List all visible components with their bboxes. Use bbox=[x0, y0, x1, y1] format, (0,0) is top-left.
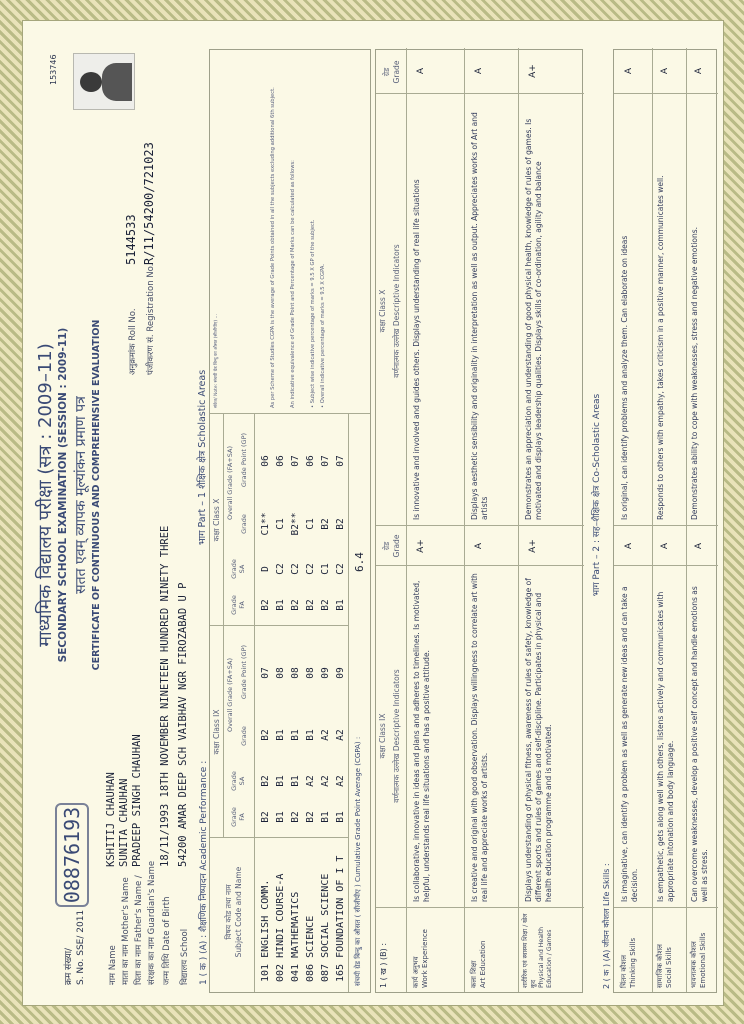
c10-sa-header: Grade SA bbox=[230, 559, 246, 579]
registration-number: R/11/54200/721023 bbox=[142, 142, 156, 265]
coscholastic-1b-table bbox=[375, 49, 583, 993]
mother-name: SUNITA CHAUHAN bbox=[118, 778, 130, 867]
grade-point-cell: 07 bbox=[335, 455, 346, 467]
note-5: • Overall indicative percentage of marks = 9.5 X CGPA. bbox=[320, 264, 326, 408]
school-label: विद्यालय School bbox=[180, 928, 190, 985]
grade-class10: A bbox=[416, 67, 426, 75]
c9-grade-header: Grade bbox=[240, 726, 248, 746]
coscholastic-1b-label: 1 ( ख ) (B) : bbox=[379, 942, 388, 988]
grade-cell: B2 bbox=[335, 518, 346, 530]
subject-row-6: 165 FOUNDATION OF I T bbox=[335, 855, 346, 982]
part2-heading: भाग Part – 2 : सह–शैक्षिक क्षेत्र Co-Scholastic Areas bbox=[592, 393, 602, 597]
ls-col-line-1 bbox=[614, 907, 718, 908]
photo-body bbox=[102, 63, 132, 101]
part1-heading: भाग Part – 1 शैक्षिक क्षेत्र Scholastic Areas bbox=[197, 369, 208, 545]
father-label: पिता का नाम Father's Name / bbox=[134, 875, 144, 985]
c9-gp-header: Grade Point (GP) bbox=[240, 644, 248, 700]
area-art-education: कला शिक्षा Art Education bbox=[470, 940, 487, 988]
subject-row-5: 087 SOCIAL SCIENCE bbox=[320, 873, 331, 982]
student-name: KSHITIJ CHAUHAN bbox=[105, 772, 117, 867]
cs-desc9-header: वर्णनात्मक उल्लेख Descriptive Indicators bbox=[392, 669, 401, 803]
class-header-line bbox=[223, 414, 224, 838]
class10-header: कक्षा Class X bbox=[212, 498, 221, 542]
col-line-2 bbox=[210, 625, 348, 626]
area-physical-education: शारीरिक एवं स्वास्थ्य शिक्षा / खेल कूद Physical and Health Education / Games bbox=[522, 913, 553, 988]
grade-cell: A2 bbox=[305, 775, 316, 787]
grade-cell: C2 bbox=[275, 563, 286, 575]
grade-point-cell: 06 bbox=[260, 455, 271, 467]
col-line-1 bbox=[210, 837, 348, 838]
grade-point-cell: 08 bbox=[290, 667, 301, 679]
roll-number: 5144533 bbox=[124, 214, 138, 265]
c9-overall-header: Overall Grade (FA+SA) bbox=[226, 658, 234, 732]
class9-header: कक्षा Class IX bbox=[212, 709, 221, 755]
grade-cell: B1 bbox=[290, 729, 301, 741]
subject-row-2: 002 HINDI COURSE-A bbox=[275, 873, 286, 982]
serial-label: क्रम संख्या/ S. No. SSE/ 2011 bbox=[64, 909, 86, 985]
grade-cell: B1 bbox=[320, 811, 331, 823]
descriptor-class10: Demonstrates an appreciation and understanding of good physical health, knowledge of rules of games. Is motivated and displays leadership qualities. Displays skills of co-ordination, agility and balance bbox=[524, 118, 543, 520]
grade-cell: A2 bbox=[335, 775, 346, 787]
grade-cell: A2 bbox=[320, 729, 331, 741]
grade-cell: B2** bbox=[290, 512, 301, 536]
grade-class10: A+ bbox=[528, 64, 538, 78]
c10-fa-header: Grade FA bbox=[230, 595, 246, 615]
title-hindi: माध्यमिक विद्यालय परीक्षा (सत्र : 2009–11) bbox=[35, 343, 56, 647]
descriptor-class9: Is empathetic, gets along well with others, listens actively and communicates with appropriate intonation and body language. bbox=[656, 591, 675, 902]
grade-cell: B2 bbox=[305, 811, 316, 823]
cs-row-line-2 bbox=[518, 48, 519, 992]
life-skills-table bbox=[613, 49, 717, 993]
grade-class9: A bbox=[624, 542, 634, 550]
subject-row-3: 041 MATHEMATICS bbox=[290, 891, 301, 982]
grade-cell: B1 bbox=[275, 729, 286, 741]
subtitle-english: CERTIFICATE OF CONTINUOUS AND COMPREHENSIVE EVALUATION bbox=[91, 319, 102, 671]
cs-grade10-header: ग्रेड Grade bbox=[382, 60, 401, 84]
grade-cell: B1 bbox=[335, 599, 346, 611]
grade-cell: B1 bbox=[305, 729, 316, 741]
cgpa-value: 6.4 bbox=[353, 552, 366, 572]
cs-grade9-header: ग्रेड Grade bbox=[382, 534, 401, 558]
cs-class9-header: कक्षा Class IX bbox=[378, 713, 387, 759]
grade-class10: A bbox=[660, 67, 670, 75]
grade-cell: B1 bbox=[275, 775, 286, 787]
grade-class9: A bbox=[694, 542, 704, 550]
grade-class9: A+ bbox=[528, 539, 538, 553]
cs-col-line-1 bbox=[376, 907, 584, 908]
descriptor-class9: Is imaginative, can identify a problem as well as generate new ideas and can take a decision. bbox=[620, 586, 639, 902]
cgpa-label: संचयी ग्रेड बिन्दु का औसत ( सीजीपीए ) Cumulative Grade Point Average (CGPA) : bbox=[354, 736, 362, 986]
life-skills-label: 2 ( क ) (A) जीवन कौशल Life Skills : bbox=[602, 863, 611, 989]
cs-class10-header: कक्षा Class X bbox=[378, 289, 387, 333]
grade-class10: A bbox=[474, 67, 484, 75]
grade-point-cell: 06 bbox=[305, 455, 316, 467]
grade-cell: B2 bbox=[260, 599, 271, 611]
grade-cell: A2 bbox=[335, 729, 346, 741]
descriptor-class9: Can overcome weaknesses, develop a positive self concept and handle emotions as well as stress. bbox=[690, 586, 709, 902]
title-english: SECONDARY SCHOOL EXAMINATION (SESSION : 2009-11) bbox=[57, 327, 69, 663]
grade-cell: B2 bbox=[260, 811, 271, 823]
c10-gp-header: Grade Point (GP) bbox=[240, 432, 248, 488]
mother-label: माता का नाम Mother's Name bbox=[121, 877, 131, 985]
area-social-skills: सामाजिक कौशल Social Skills bbox=[656, 944, 673, 988]
father-name: PRADEEP SINGH CHAUHAN bbox=[131, 734, 143, 867]
table-footer-line bbox=[348, 414, 349, 992]
note-1: संकेत/ Note: संचयी ग्रेड बिन्दु का औसत (सीजीपीए) ... bbox=[214, 314, 219, 408]
area-work-experience: कार्य अनुभव Work Experience bbox=[412, 929, 429, 988]
grade-cell: D bbox=[260, 566, 271, 572]
dob-label: जन्म तिथि Date of Birth bbox=[162, 896, 172, 985]
grade-cell: C1 bbox=[305, 518, 316, 530]
grade-point-cell: 07 bbox=[320, 455, 331, 467]
grade-point-cell: 09 bbox=[320, 667, 331, 679]
grade-class9: A bbox=[660, 542, 670, 550]
name-label: नाम Name bbox=[108, 945, 118, 985]
academic-performance-label: 1 ( क ) (A) : शैक्षणिक निष्पादन Academic Performance : bbox=[199, 760, 209, 985]
c10-grade-header: Grade bbox=[240, 514, 248, 534]
school-name: 54200 AMAR DEEP SCH VAIBHAV NGR FIROZABAD U P bbox=[177, 582, 189, 867]
date-of-birth: 18/11/1993 18TH NOVEMBER NINETEEN HUNDRED NINETY THREE bbox=[159, 525, 171, 867]
grade-point-cell: 08 bbox=[275, 667, 286, 679]
serial-number: 08876193 bbox=[60, 806, 84, 904]
certificate-content bbox=[23, 21, 723, 1005]
grade-cell: B1 bbox=[275, 811, 286, 823]
corner-number: 153746 bbox=[49, 54, 58, 85]
table-header-line bbox=[254, 414, 255, 992]
grade-cell: C2 bbox=[290, 563, 301, 575]
grade-cell: C2 bbox=[305, 563, 316, 575]
ls-row-line-1 bbox=[652, 48, 653, 992]
subject-header: विषय कोड तथा नाम Subject Code and Name bbox=[224, 866, 243, 958]
student-photo bbox=[73, 53, 135, 110]
descriptor-class10: Displays aesthetic sensibility and originality in interpretation as well as output. Appreciates works of Art and artists bbox=[470, 112, 489, 520]
guardian-label: संरक्षक का नाम Guardian's Name bbox=[147, 860, 157, 985]
grade-cell: C2 bbox=[335, 563, 346, 575]
roll-label: अनुक्रमांक Roll No. bbox=[128, 308, 138, 375]
grade-point-cell: 08 bbox=[305, 667, 316, 679]
descriptor-class10: Is original, can identify problems and analyze them. Can elaborate on ideas bbox=[620, 235, 629, 520]
registration-label: पंजीकरण सं. Registration No. bbox=[146, 263, 156, 375]
grade-cell: B1 bbox=[335, 811, 346, 823]
c10-overall-header: Overall Grade (FA+SA) bbox=[226, 446, 234, 520]
cs-row-line-1 bbox=[464, 48, 465, 992]
serial-box bbox=[55, 803, 89, 907]
descriptor-class9: Is creative and original with good observation. Displays willingness to correlate art with real life and appreciate works of artists. bbox=[470, 573, 489, 902]
grade-point-cell: 06 bbox=[275, 455, 286, 467]
grade-cell: C1 bbox=[275, 518, 286, 530]
cs-header-line bbox=[406, 48, 407, 992]
grade-class9: A bbox=[474, 542, 484, 550]
grade-cell: B2 bbox=[290, 811, 301, 823]
descriptor-class10: Responds to others with empathy, takes criticism in a positive manner, communicates well. bbox=[656, 175, 665, 520]
col-line-3 bbox=[210, 413, 370, 414]
grade-point-cell: 07 bbox=[260, 667, 271, 679]
grade-point-cell: 09 bbox=[335, 667, 346, 679]
c9-fa-header: Grade FA bbox=[230, 807, 246, 827]
ls-row-line-2 bbox=[686, 48, 687, 992]
grade-class10: A bbox=[624, 67, 634, 75]
grade-point-cell: 07 bbox=[290, 455, 301, 467]
note-2: As per Scheme of Studies CGPA is the average of Grade Points obtained in all the subjects excluding additional 6th subject. bbox=[270, 87, 276, 408]
grade-cell: B2 bbox=[260, 775, 271, 787]
grade-cell: C1 bbox=[320, 563, 331, 575]
area-thinking-skills: चिंतन कौशल Thinking Skills bbox=[620, 937, 637, 988]
subject-row-4: 086 SCIENCE bbox=[305, 915, 316, 982]
grade-cell: B2 bbox=[320, 518, 331, 530]
scholastic-table bbox=[209, 49, 371, 993]
descriptor-class10: Demonstrates ability to cope with weaknesses, stress and negative emotions. bbox=[690, 226, 699, 520]
note-3: An indicative equivalence of Grade Point and Percentage of Marks can be calculated as follows: bbox=[290, 160, 296, 408]
descriptor-class10: Is innovative and involved and guides others. Displays understanding of real life situations bbox=[412, 179, 421, 520]
area-emotional-skills: भावनात्मक कौशल Emotional Skills bbox=[690, 932, 707, 988]
c9-sa-header: Grade SA bbox=[230, 771, 246, 791]
photo-head bbox=[80, 72, 102, 92]
grade-cell: B2 bbox=[260, 729, 271, 741]
grade-cell: B2 bbox=[320, 599, 331, 611]
grade-cell: B1 bbox=[275, 599, 286, 611]
grade-cell: B2 bbox=[290, 599, 301, 611]
grade-cell: B1 bbox=[290, 775, 301, 787]
note-4: • Subject wise indicative percentage of marks = 9.5 X GP of the subject. bbox=[310, 219, 316, 408]
grade-cell: B2 bbox=[305, 599, 316, 611]
certificate-paper bbox=[22, 20, 724, 1006]
subject-row-1: 101 ENGLISH COMM. bbox=[260, 879, 271, 982]
descriptor-class9: Is collaborative, innovative in ideas and plans and adheres to timelines. Is motivated, helpful, understands real life situations and has a positive attitude. bbox=[412, 580, 431, 902]
grade-cell: C1** bbox=[260, 512, 271, 536]
grade-class9: A+ bbox=[416, 539, 426, 553]
grade-cell: A2 bbox=[320, 775, 331, 787]
subtitle-hindi: सतत एवम् व्यापक मूल्यांकन प्रमाण पत्र bbox=[73, 396, 89, 594]
cs-desc10-header: वर्णनात्मक उल्लेख Descriptive Indicators bbox=[392, 244, 401, 378]
descriptor-class9: Displays understanding of physical fitness, awareness of rules of safety, knowledge of different sports and rules of games and self-discipline. Participates in physical and health education programme and is motivated. bbox=[524, 578, 553, 902]
grade-class10: A bbox=[694, 67, 704, 75]
